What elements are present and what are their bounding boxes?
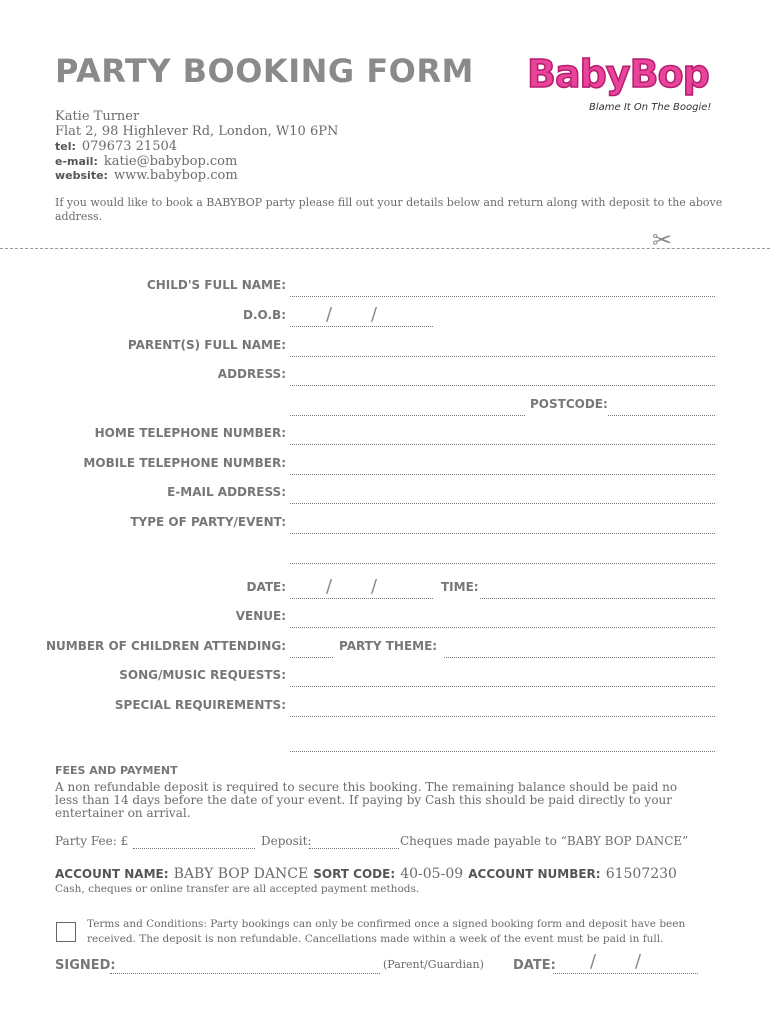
special-field[interactable] <box>290 716 715 717</box>
num-children-field[interactable] <box>290 657 333 658</box>
signature-date-field[interactable] <box>553 973 698 974</box>
party-fee-label: Party Fee: £ <box>55 834 129 848</box>
contact-website <box>55 168 238 183</box>
page-title: PARTY BOOKING FORM <box>55 52 474 90</box>
signature-date-label: DATE: <box>513 958 556 973</box>
mobile-tel-field[interactable] <box>290 474 715 475</box>
music-label: SONG/MUSIC REQUESTS: <box>119 668 286 682</box>
website-value: www.babybop.com <box>113 168 238 183</box>
fees-text: A non refundable deposit is required to secure this booking. The remaining balance should be paid no less than 14 days before the date of your event. If paying by Cash this should be paid directly to your entertainer on arrival. <box>55 780 678 820</box>
contact-address: Flat 2, 98 Highlever Rd, London, W10 6PN <box>55 124 339 139</box>
logo-text: BabyBop <box>527 52 709 96</box>
date-slash: / <box>326 576 333 597</box>
mobile-tel-label: MOBILE TELEPHONE NUMBER: <box>83 456 286 470</box>
logo-tagline: Blame It On The Boogie! <box>589 102 712 113</box>
deposit-label: Deposit: <box>261 834 312 848</box>
party-theme-field[interactable] <box>444 657 715 658</box>
email-address-label: E-MAIL ADDRESS: <box>167 485 286 499</box>
website-label: website: <box>55 169 108 182</box>
home-tel-field[interactable] <box>290 444 715 445</box>
address-field[interactable] <box>290 385 715 386</box>
signature-field[interactable] <box>110 973 380 974</box>
dob-slash: / <box>326 304 333 325</box>
parent-name-field[interactable] <box>290 356 715 357</box>
signature-date-slash: / <box>590 951 597 972</box>
parent-name-label: PARENT(S) FULL NAME: <box>127 338 286 352</box>
venue-label: VENUE: <box>235 609 286 623</box>
account-number-value: 61507230 <box>605 866 677 882</box>
payment-methods-text: Cash, cheques or online transfer are all accepted payment methods. <box>55 883 420 895</box>
address-field-line2[interactable] <box>290 415 525 416</box>
music-field[interactable] <box>290 686 715 687</box>
terms-text: Terms and Conditions: Party bookings can only be confirmed once a signed booking form and deposit have been received. The deposit is non refundable. Cancellations made within a week of the event must be paid in full. <box>87 918 686 945</box>
fees-heading: FEES AND PAYMENT <box>55 764 178 777</box>
email-label: e-mail: <box>55 155 98 168</box>
party-type-label: TYPE OF PARTY/EVENT: <box>130 515 286 529</box>
party-theme-label: PARTY THEME: <box>339 639 438 653</box>
account-number-label: ACCOUNT NUMBER: <box>468 867 601 881</box>
dob-field[interactable] <box>290 326 433 327</box>
date-slash: / <box>371 576 378 597</box>
email-address-field[interactable] <box>290 503 715 504</box>
contact-email <box>55 154 237 169</box>
time-field[interactable] <box>480 598 715 599</box>
deposit-field[interactable] <box>309 848 399 849</box>
postcode-label: POSTCODE: <box>530 397 608 411</box>
venue-field[interactable] <box>290 627 715 628</box>
date-field[interactable] <box>290 598 433 599</box>
account-name-label: ACCOUNT NAME: <box>55 867 169 881</box>
address-label: ADDRESS: <box>217 367 286 381</box>
party-type-field-line2[interactable] <box>290 563 715 564</box>
child-name-field[interactable] <box>290 296 715 297</box>
child-name-label: CHILD'S FULL NAME: <box>146 278 286 292</box>
time-label: TIME: <box>441 580 479 594</box>
special-field-line2[interactable] <box>290 751 715 752</box>
email-value: katie@babybop.com <box>103 154 238 169</box>
account-name-value: BABY BOP DANCE <box>173 866 309 882</box>
terms-checkbox[interactable] <box>56 922 76 942</box>
dob-slash: / <box>371 304 378 325</box>
parent-guardian-label: (Parent/Guardian) <box>383 958 484 971</box>
signature-date-slash: / <box>635 951 642 972</box>
date-label: DATE: <box>246 580 286 594</box>
party-fee-field[interactable] <box>133 848 255 849</box>
home-tel-label: HOME TELEPHONE NUMBER: <box>94 426 286 440</box>
scissors-icon: ✂ <box>652 226 673 254</box>
cheques-text: Cheques made payable to “BABY BOP DANCE” <box>400 834 689 848</box>
special-label: SPECIAL REQUIREMENTS: <box>114 698 286 712</box>
num-children-label: NUMBER OF CHILDREN ATTENDING: <box>45 639 286 653</box>
contact-tel <box>55 139 177 154</box>
sort-code-value: 40-05-09 <box>400 866 464 882</box>
tel-value: 079673 21504 <box>81 139 178 154</box>
dob-label: D.O.B: <box>243 308 286 322</box>
signed-label: SIGNED: <box>55 958 116 973</box>
contact-name: Katie Turner <box>55 109 140 124</box>
intro-text: If you would like to book a BABYBOP party please fill out your details below and return along with deposit to the above address. <box>55 196 723 223</box>
postcode-field[interactable] <box>608 415 715 416</box>
babybop-logo <box>527 52 722 122</box>
party-type-field[interactable] <box>290 533 715 534</box>
tel-label: tel: <box>55 140 76 153</box>
sort-code-label: SORT CODE: <box>313 867 396 881</box>
account-details <box>55 863 677 882</box>
